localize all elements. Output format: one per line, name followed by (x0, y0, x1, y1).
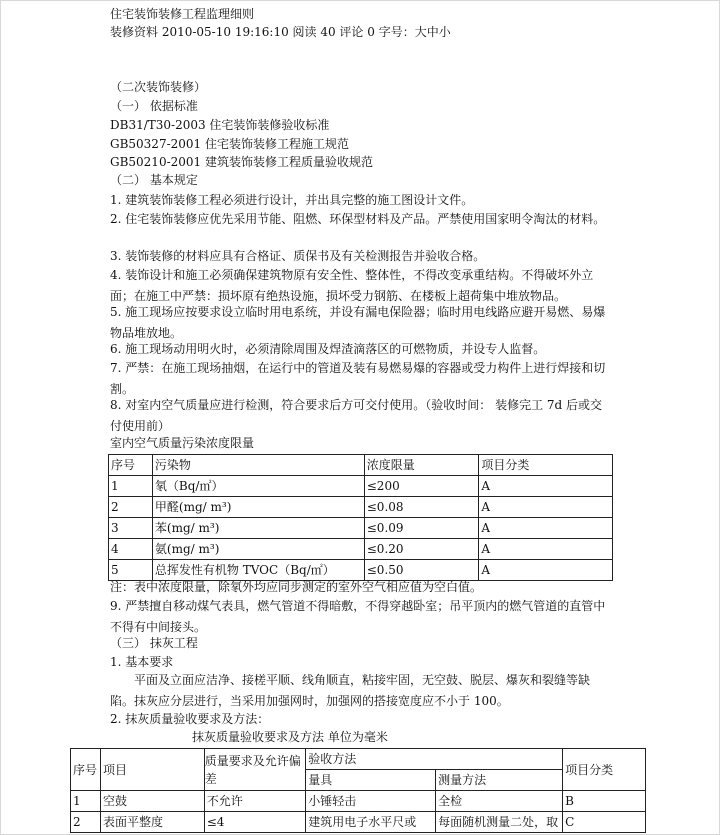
table1-caption: 室内空气质量污染浓度限量 (110, 436, 255, 450)
section-heading-2: （二） 基本规定 (110, 173, 198, 187)
header-cell: 序号 (71, 749, 101, 791)
rule-7: 7. 严禁：在施工现场抽烟，在运行中的管道及装有易燃易爆的容器或受力构件上进行焊接和切割。 (110, 361, 606, 396)
rule-5: 5. 施工现场应按要求设立临时用电系统，并设有漏电保险器；临时用电线路应避开易燃、易爆物品堆放地。 (110, 305, 606, 340)
table-cell: 表面平整度 (100, 812, 204, 833)
section-heading-3: （三） 抹灰工程 (110, 636, 198, 650)
table-cell: 2 (71, 812, 101, 833)
pollutant-limit-table (108, 454, 613, 581)
table-row (71, 791, 646, 812)
table2-caption: 抹灰质量验收要求及方法 单位为毫米 (192, 730, 388, 744)
table-cell: A (479, 518, 613, 539)
table-cell: B (563, 791, 646, 812)
table-cell: 3 (109, 518, 153, 539)
table-cell: 甲醛(mg/ m³) (152, 497, 364, 518)
table-cell: A (479, 476, 613, 497)
header-cell: 验收方法 (306, 749, 563, 770)
rule-1: 1. 建筑装饰装修工程必须进行设计，并出具完整的施工图设计文件。 (110, 193, 474, 207)
table-cell: 1 (71, 791, 101, 812)
table-cell: 建筑用电子水平尺或 (306, 812, 436, 833)
table-cell: 不允许 (204, 791, 306, 812)
rule-8: 8. 对室内空气质量应进行检测，符合要求后方可交付使用。（验收时间： 装修完工 7d 后或交付使用前） (110, 398, 603, 433)
table-row (109, 560, 613, 581)
table-header-row (109, 455, 613, 476)
subheading-1: 1. 基本要求 (110, 655, 174, 669)
plaster-inspection-table (70, 748, 646, 833)
rule-6: 6. 施工现场动用明火时，必须清除周围及焊渣滴落区的可燃物质，并设专人监督。 (110, 342, 546, 356)
table-row (109, 497, 613, 518)
rule-3: 3. 装饰装修的材料应具有合格证、质保书及有关检测报告并验收合格。 (110, 249, 486, 263)
table-cell: A (479, 539, 613, 560)
doc-meta: 装修资料 2010-05-10 19:16:10 阅读 40 评论 0 字号：大中小 (110, 25, 451, 39)
table-cell: 1 (109, 476, 153, 497)
subheading-2: 2. 抹灰质量验收要求及方法： (110, 712, 270, 726)
table-row (109, 476, 613, 497)
header-cell: 量具 (306, 770, 436, 791)
table-cell: 2 (109, 497, 153, 518)
table-cell: C (563, 812, 646, 833)
table-header-row (71, 749, 646, 770)
standard-3: GB50210-2001 建筑装饰装修工程质量验收规范 (110, 155, 373, 169)
table-cell: ≤0.09 (364, 518, 479, 539)
header-cell: 质量要求及允许偏差 (204, 749, 306, 791)
header-cell: 测量方法 (436, 770, 563, 791)
header-cell: 项目分类 (563, 749, 646, 791)
table-cell: 每面随机测量二处，取 (436, 812, 563, 833)
header-cell: 浓度限量 (364, 455, 479, 476)
table-cell: 小锤轻击 (306, 791, 436, 812)
standard-2: GB50327-2001 住宅装饰装修工程施工规范 (110, 137, 349, 151)
table-cell: ≤200 (364, 476, 479, 497)
table-cell: ≤0.20 (364, 539, 479, 560)
table-cell: 苯(mg/ m³) (152, 518, 364, 539)
table-note: 注：表中浓度限量，除氡外均应同步测定的室外空气相应值为空白值。 (110, 580, 483, 594)
table-cell: 全检 (436, 791, 563, 812)
standard-1: DB31/T30-2003 住宅装饰装修验收标准 (110, 118, 330, 132)
table-cell: 4 (109, 539, 153, 560)
table-cell: 氨(mg/ m³) (152, 539, 364, 560)
table-cell: 氡（Bq/㎡） (152, 476, 364, 497)
header-cell: 项目分类 (479, 455, 613, 476)
rule-2: 2. 住宅装饰装修应优先采用节能、阻燃、环保型材料及产品。严禁使用国家明令淘汰的材料。 (110, 212, 606, 226)
rule-9: 9. 严禁擅自移动煤气表具，燃气管道不得暗敷，不得穿越卧室；吊平顶内的燃气管道的直管中不得有中间接头。 (110, 599, 606, 634)
table-cell: 总挥发性有机物 TVOC（Bq/㎡） (152, 560, 364, 581)
requirements-text: 平面及立面应洁净、接槎平顺、线角顺直，粘接牢固，无空鼓、脱层、爆灰和裂缝等缺陷。抹灰应分层进行，当采用加强网时，加强网的搭接宽度应不小于 100。 (110, 673, 591, 708)
table-cell: 空鼓 (100, 791, 204, 812)
section-label: （二次装饰装修） (110, 80, 207, 94)
table-row (109, 539, 613, 560)
doc-title: 住宅装饰装修工程监理细则 (110, 7, 255, 21)
table-row (71, 812, 646, 833)
table-cell: A (479, 560, 613, 581)
rule-4: 4. 装饰设计和施工必须确保建筑物原有安全性、整体性，不得改变承重结构。不得破坏外立面；在施工中严禁：损坏原有绝热设施，损坏受力钢筋、在楼板上超荷集中堆放物品。 (110, 268, 594, 303)
header-cell: 序号 (109, 455, 153, 476)
header-cell: 项目 (100, 749, 204, 791)
section-heading-1: （一） 依据标准 (110, 99, 198, 113)
table-row (109, 518, 613, 539)
table-cell: ≤0.08 (364, 497, 479, 518)
table-cell: 5 (109, 560, 153, 581)
header-cell: 污染物 (152, 455, 364, 476)
table-cell: A (479, 497, 613, 518)
table-cell: ≤4 (204, 812, 306, 833)
table-cell: ≤0.50 (364, 560, 479, 581)
